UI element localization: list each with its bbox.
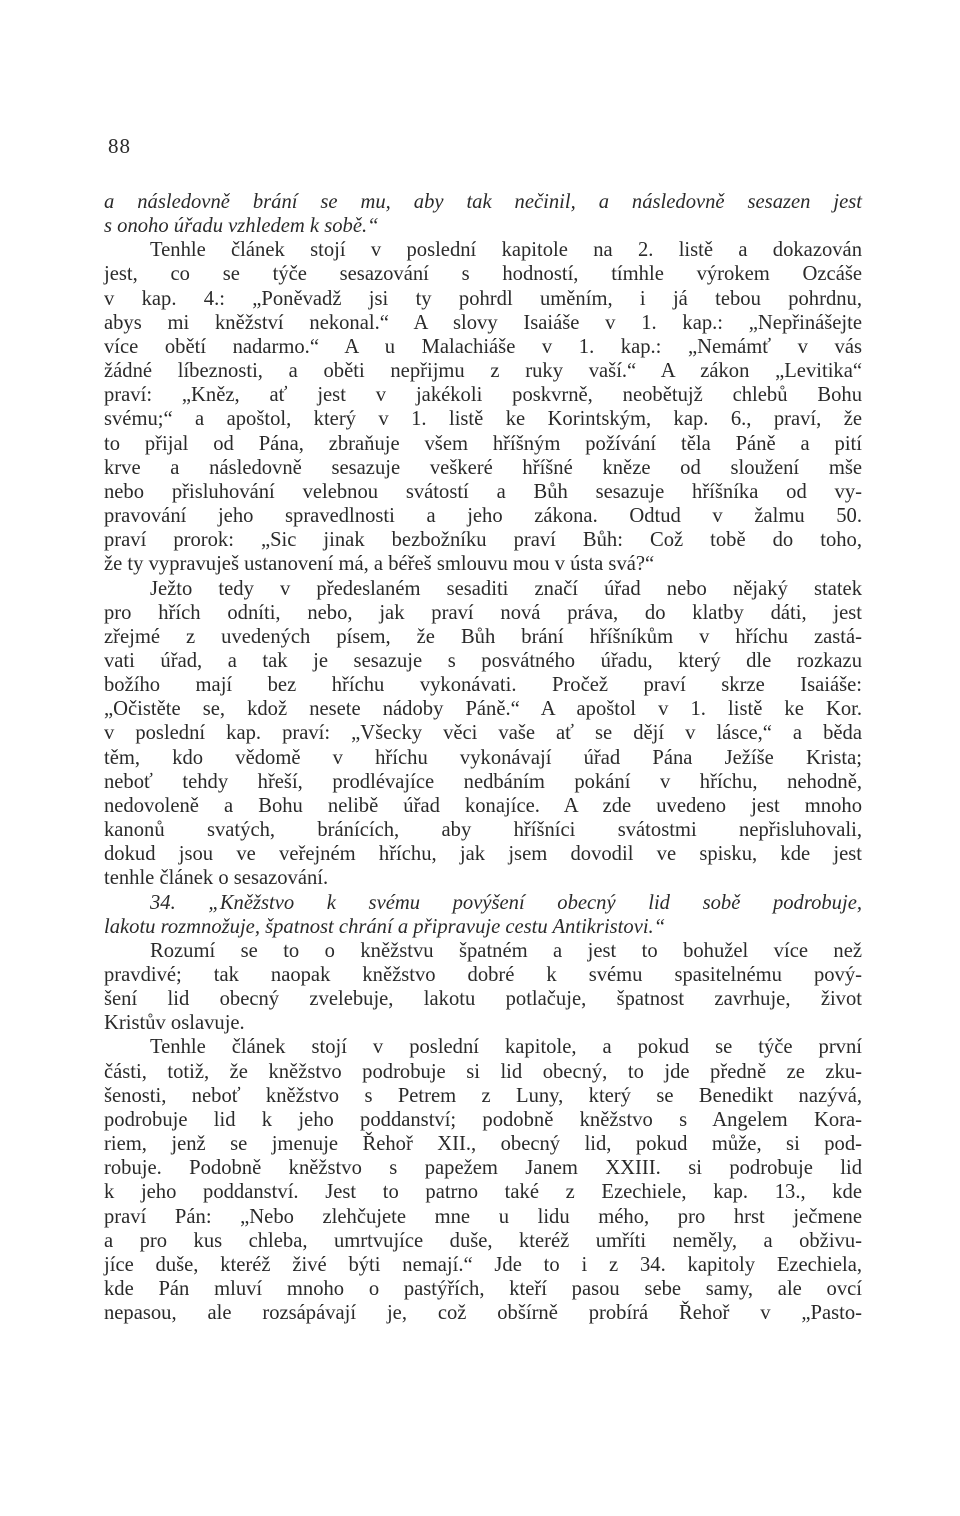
text-line: robuje. Podobně kněžstvo s papežem Janem XXIII. si podrobuje lid [104,1157,862,1180]
text-line: jest, co se týče sesazování s hodností, tímhle výrokem Ozcáše [104,263,862,286]
text-line: a pro kus chleba, umrtvujíce duše, kteréž umříti neměly, a obživu- [104,1229,862,1252]
text-line: zřejmé z uvedených písem, že Bůh brání hříšníkům v hříchu zastá- [104,625,862,648]
text-line: více obětí nadarmo.“ A u Malachiáše v 1. kap.: „Nemámť v vás [104,335,862,358]
text-line: kde Pán mluví mnoho o pastýřích, kteří pasou sebe samy, ale ovcí [104,1278,862,1301]
text-line: to přijal od Pána, zbraňuje všem hříšným požívání těla Páně a pití [104,432,862,455]
text-line: šení lid obecný zvelebuje, lakotu potlačuje, špatnost zavrhuje, život [104,988,862,1011]
text-line: krve a následovně sesazuje veškeré hříšné kněze od sloužení mše [104,456,862,479]
text-line: abys mi kněžství nekonal.“ A slovy Isaiáše v 1. kap.: „Nepřinášejte [104,311,862,334]
text-line: pro hřích odníti, nebo, jak praví nová práva, do klatby dáti, jest [104,601,862,624]
text-line: podrobuje lid k jeho poddanství; podobně kněžstvo s Angelem Kora- [104,1108,862,1131]
text-line: s onoho úřadu vzhledem k sobě.“ [104,215,379,238]
text-line: božího mají bez hříchu vykonávati. Pročež praví skrze Isaiáše: [104,674,862,697]
text-line: jíce duše, kteréž živé býti nemají.“ Jde to i z 34. kapitoly Ezechiela, [104,1253,862,1276]
text-line: „Očistěte se, kdož nesete nádoby Páně.“ A apoštol v 1. listě ke Kor. [104,698,862,721]
text-line: lakotu rozmnožuje, špatnost chrání a připravuje cestu Antikristovi.“ [104,915,666,938]
text-line: kanonů svatých, bránících, aby hříšníci svátostmi nepřisluhovali, [104,819,862,842]
text-line: praví Pán: „Nebo zlehčujete mne u lidu mého, pro hrst ječmene [104,1205,862,1228]
text-line: Tenhle článek stojí v poslední kapitole, a pokud se týče první [150,1036,862,1059]
text-line: Ježto tedy v předeslaném sesaditi značí úřad nebo nějaký statek [150,577,862,600]
body-text [104,190,862,1325]
text-line: nepasou, ale rozsápávají je, což obšírně probírá Řehoř v „Pasto- [104,1302,862,1325]
text-line: praví prorok: „Sic jinak bezbožníku praví Bůh: Což tobě do toho, [104,529,862,552]
text-line: pravdivé; tak naopak kněžstvo dobré k svému spasitelnému pový- [104,964,862,986]
text-line: tenhle článek o sesazování. [104,867,329,890]
text-line: Rozumí se to o kněžstvu špatném a jest to bohužel více než [150,939,862,962]
text-line: v poslední kap. praví: „Všecky věci vaše ať se dějí v lásce,“ a běda [104,722,862,745]
text-line: Kristův oslavuje. [104,1012,245,1035]
text-line: neboť tehdy hřeší, prodlévajíce nedbáním pokání v hříchu, nehodně, [104,770,862,793]
text-line: že ty vypravuješ ustanovení má, a béřeš smlouvu mou v ústa svá?“ [104,553,655,576]
text-line: části, totiž, že kněžstvo podrobuje si lid obecný, to jde předně ze zku- [104,1060,862,1083]
text-line: nedovoleně a Bohu nelibě úřad konajíce. A zde uvedeno jest mnoho [104,794,862,817]
text-line: svému;“ a apoštol, který v 1. listě ke Korintským, kap. 6., praví, že [104,408,862,431]
text-line: dokud jsou ve veřejném hříchu, jak jsem dovodil ve spisku, kde jest [104,843,862,866]
text-line: vati úřad, a tak je sesazuje s posvátného úřadu, který dle rozkazu [104,649,862,672]
text-line: a následovně brání se mu, aby tak nečinil, a následovně sesazen jest [104,191,862,213]
text-line: v kap. 4.: „Poněvadž jsi ty pohrdl uměním, i já tebou pohrdnu, [104,287,862,310]
text-line: nebo přisluhování velebnou svátostí a Bůh sesazuje hříšníka od vy- [104,480,862,503]
text-line: 34. „Kněžstvo k svému povýšení obecný lid sobě podrobuje, [150,891,862,914]
page-number: 88 [108,134,131,158]
text-line: riem, jenž se jmenuje Řehoř XII., obecný lid, pokud může, si pod- [104,1133,862,1156]
text-line: šenosti, neboť kněžstvo s Petrem z Luny, který se Benedikt nazývá, [104,1084,862,1107]
text-line: k jeho poddanství. Jest to patrno také z Ezechiele, kap. 13., kde [104,1181,862,1204]
text-line: pravování jeho spravedlnosti a jeho zákona. Odtud v žalmu 50. [104,505,862,528]
text-line: Tenhle článek stojí v poslední kapitole na 2. listě a dokazován [150,239,862,262]
text-line: žádné líbeznosti, a oběti nepřijmu z ruky vaší.“ A zákon „Levitika“ [104,360,862,383]
text-line: praví: „Kněz, ať jest v jakékoli poskvrně, neobětujž chlebů Bohu [104,384,862,407]
text-line: těm, kdo vědomě v hříchu vykonávají úřad Pána Ježíše Krista; [104,746,862,769]
